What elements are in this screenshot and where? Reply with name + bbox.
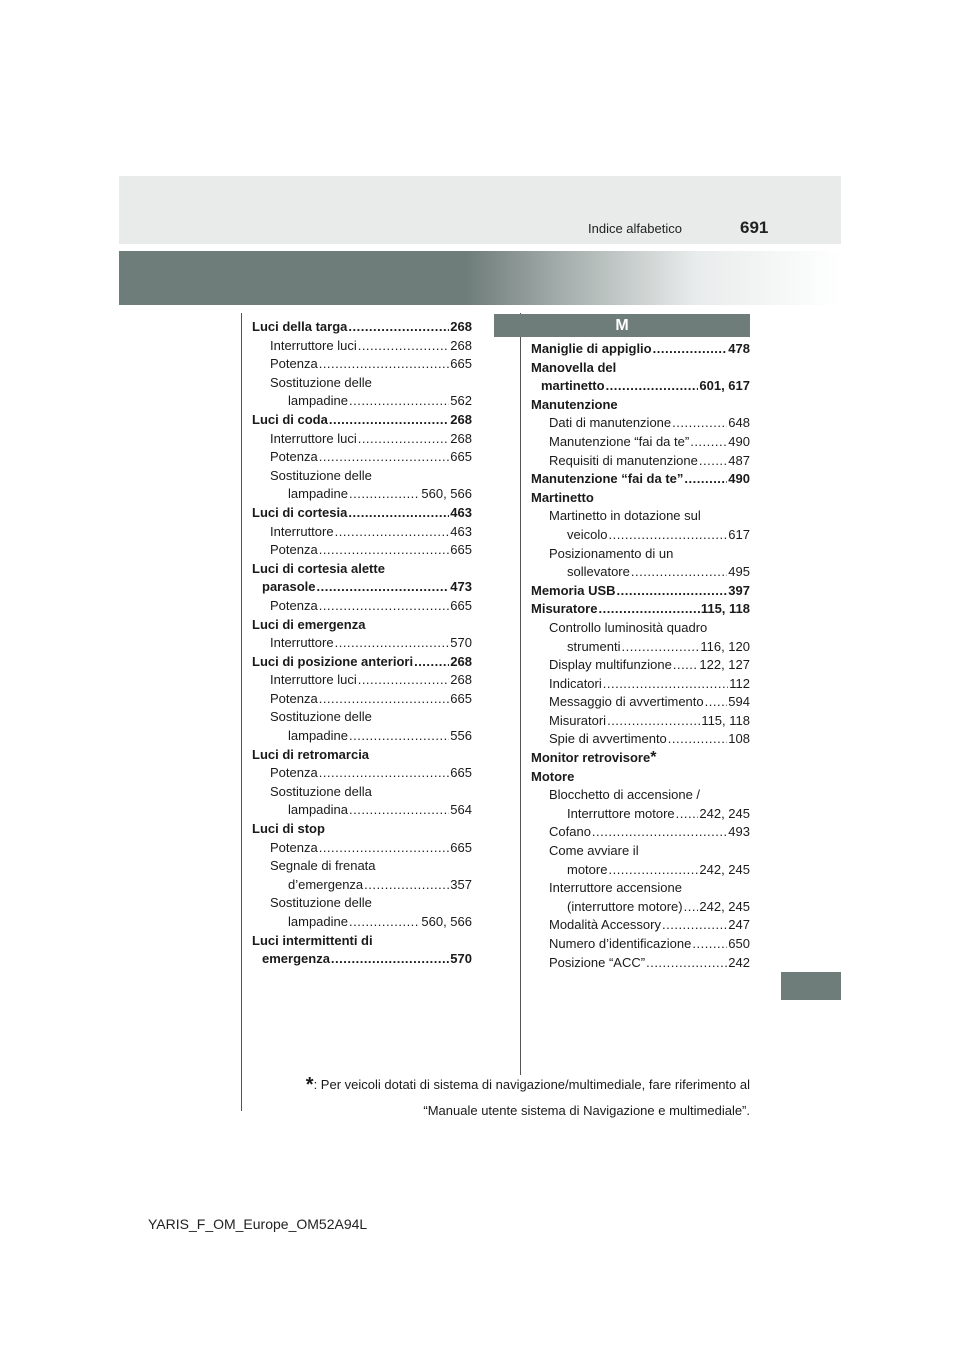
index-entry-term: sollevatore	[567, 564, 630, 580]
dot-leader	[335, 634, 450, 653]
index-entry	[531, 749, 750, 768]
index-entry-page: 268	[450, 672, 472, 688]
dot-leader	[662, 916, 727, 935]
index-entry-term: Potenza	[270, 356, 318, 372]
index-entry	[252, 523, 472, 542]
index-entry-term: Potenza	[270, 690, 318, 706]
dot-leader	[684, 898, 699, 917]
index-entry-page: 665	[450, 690, 472, 706]
index-entry	[531, 433, 750, 452]
dot-leader	[319, 597, 450, 616]
index-entry-page: 560, 566	[421, 914, 472, 929]
index-entry-term: Interruttore luci	[270, 430, 357, 446]
index-entry-page: 665	[450, 839, 472, 855]
index-entry-page: 357	[450, 876, 472, 892]
index-entry	[531, 823, 750, 842]
index-entry	[252, 578, 472, 597]
index-entry-term: Manutenzione “fai da te”	[531, 471, 684, 487]
index-entry	[531, 693, 750, 712]
dot-leader	[690, 433, 727, 452]
index-entry	[252, 764, 472, 783]
dot-leader	[668, 730, 728, 749]
index-entry	[531, 563, 750, 582]
dot-leader	[331, 950, 449, 969]
index-entry	[252, 857, 472, 876]
index-entry	[252, 876, 472, 895]
index-entry	[531, 600, 750, 619]
index-entry-term: Interruttore motore	[567, 805, 675, 821]
index-entry-term: parasole	[262, 579, 316, 595]
index-entry	[531, 656, 750, 675]
index-entry-page: 490	[728, 471, 750, 487]
index-entry-term: strumenti	[567, 638, 621, 654]
index-entry-page: 650	[728, 936, 750, 951]
index-entry-term: Misuratori	[549, 712, 607, 728]
dot-leader	[319, 355, 450, 374]
dot-leader	[358, 671, 450, 690]
index-entry-term: Sostituzione delle	[270, 895, 372, 911]
index-entry-page: 665	[450, 597, 472, 613]
index-entry-term: Luci di posizione anteriori	[252, 653, 414, 669]
footnote-line-2: “Manuale utente sistema di Navigazione e multimediale”.	[423, 1103, 750, 1118]
index-entry-page: 562	[450, 393, 472, 409]
section-title: Indice alfabetico	[588, 221, 682, 236]
index-entry	[252, 318, 472, 337]
index-entry-term: Potenza	[270, 542, 318, 558]
index-entry-term: Controllo luminosità quadro	[549, 619, 708, 635]
dot-leader	[316, 578, 449, 597]
index-entry	[252, 783, 472, 802]
index-entry	[531, 842, 750, 861]
dot-leader	[617, 582, 728, 601]
dot-leader	[329, 411, 449, 430]
index-entry-term: Luci di cortesia	[252, 504, 348, 520]
index-entry-term: Luci intermittenti di	[252, 932, 373, 948]
dot-leader	[358, 430, 450, 449]
index-entry-term: motore	[567, 861, 608, 877]
index-entry-page: 556	[450, 728, 472, 744]
index-entry	[531, 935, 750, 954]
dot-leader	[598, 600, 699, 619]
index-entry-term: veicolo	[567, 526, 608, 542]
index-entry-page: 268	[450, 653, 472, 669]
index-entry	[252, 950, 472, 969]
index-entry	[252, 430, 472, 449]
index-entry-term: Messaggio di avvertimento	[549, 694, 704, 710]
chapter-side-tab	[781, 972, 841, 1000]
index-entry	[252, 337, 472, 356]
dot-leader	[673, 656, 699, 675]
index-entry-page: 268	[450, 319, 472, 334]
index-entry	[531, 786, 750, 805]
index-entry-page: 115, 118	[700, 601, 750, 617]
index-entry	[531, 712, 750, 731]
index-entry-page: 473	[450, 579, 472, 595]
index-entry	[531, 470, 750, 489]
dot-leader	[349, 913, 420, 932]
index-entry	[531, 861, 750, 880]
index-entry	[252, 894, 472, 913]
index-entry-term: Potenza	[270, 449, 318, 465]
footnote-marker: *	[305, 1074, 314, 1096]
index-entry-term: Manutenzione “fai da te”	[549, 433, 690, 449]
index-entry	[531, 619, 750, 638]
index-entry-page: 463	[450, 523, 472, 539]
index-entry-term: Blocchetto di accensione /	[549, 787, 701, 803]
index-entry-term: Interruttore	[270, 635, 334, 651]
index-entry-page: 478	[728, 341, 750, 356]
index-entry-term: Posizione “ACC”	[549, 954, 646, 970]
index-entry-term: Potenza	[270, 839, 318, 855]
index-entry-page: 487	[728, 452, 750, 468]
index-entry-page: 268	[450, 430, 472, 446]
index-entry-term: Interruttore	[270, 523, 334, 539]
dot-leader	[414, 653, 449, 672]
index-entry-page: 617	[728, 526, 750, 542]
dot-leader	[692, 935, 727, 954]
dot-leader	[676, 805, 699, 824]
index-entry	[252, 820, 472, 839]
index-entry-term: Manutenzione	[531, 396, 618, 412]
index-entry-term: Interruttore luci	[270, 672, 357, 688]
index-entry	[531, 768, 750, 787]
index-entry-page: 242	[728, 954, 750, 970]
index-entry-page: 665	[450, 765, 472, 781]
index-entry-page: 648	[728, 415, 750, 431]
index-entry-term: Modalità Accessory	[549, 917, 661, 933]
index-entry-page: 115, 118	[701, 712, 750, 728]
index-column-left	[252, 318, 472, 969]
index-entry-page: 665	[450, 542, 472, 558]
index-entry-term: Cofano	[549, 824, 591, 840]
index-entry-term: Martinetto in dotazione sul	[549, 508, 701, 524]
index-entry-page: 242, 245	[699, 861, 750, 877]
index-entry	[252, 913, 472, 932]
index-entry-term: d’emergenza	[288, 876, 364, 892]
dot-leader	[684, 470, 727, 489]
index-entry-page: 665	[450, 449, 472, 465]
index-entry	[252, 839, 472, 858]
index-entry	[531, 730, 750, 749]
index-entry-term: Display multifunzione	[549, 657, 672, 673]
dot-leader	[631, 563, 727, 582]
dot-leader	[335, 523, 450, 542]
index-entry	[531, 507, 750, 526]
index-entry-term: Luci di emergenza	[252, 616, 366, 632]
index-entry-term: Requisiti di manutenzione	[549, 452, 698, 468]
dot-leader	[319, 690, 450, 709]
index-entry-term: Segnale di frenata	[270, 858, 376, 874]
index-entry-page: 493	[728, 824, 750, 840]
index-entry-term: Luci di retromarcia	[252, 746, 370, 762]
index-entry-page: 108	[728, 731, 750, 747]
index-entry	[252, 690, 472, 709]
index-entry	[531, 359, 750, 378]
index-entry-term: Motore	[531, 768, 575, 784]
index-entry-term: Sostituzione delle	[270, 374, 372, 390]
footnote-reference-marker: *	[650, 749, 657, 767]
index-entry	[252, 541, 472, 560]
dot-leader	[319, 541, 450, 560]
index-entry	[531, 916, 750, 935]
dot-leader	[606, 377, 699, 396]
index-entry-term: Luci di stop	[252, 821, 325, 837]
document-code: YARIS_F_OM_Europe_OM52A94L	[148, 1216, 368, 1232]
dot-leader	[672, 414, 727, 433]
index-entry-term: Numero d’identificazione	[549, 936, 692, 951]
index-entry-page: 242, 245	[699, 898, 750, 914]
footnote-line-1: : Per veicoli dotati di sistema di navigazione/multimediale, fare riferimento al	[313, 1077, 750, 1092]
index-entry-page: 268	[450, 337, 472, 353]
index-entry-page: 665	[450, 356, 472, 372]
dot-leader	[349, 485, 420, 504]
index-entry-page: 495	[728, 564, 750, 580]
index-entry-term: Dati di manutenzione	[549, 415, 672, 431]
index-entry-page: 560, 566	[421, 486, 472, 502]
index-entry	[252, 634, 472, 653]
index-entry	[252, 727, 472, 746]
index-entry-term: Luci della targa	[252, 319, 348, 334]
index-entry-term: lampadine	[288, 486, 348, 502]
index-entry	[531, 396, 750, 415]
index-entry-page: 564	[450, 802, 472, 818]
index-entry	[531, 879, 750, 898]
index-entry-term: Martinetto	[531, 489, 594, 505]
index-entry-term: Sostituzione delle	[270, 467, 372, 483]
index-entry	[252, 801, 472, 820]
index-entry	[252, 597, 472, 616]
index-entry-term: Monitor retrovisore	[531, 750, 651, 766]
dot-leader	[349, 801, 449, 820]
index-entry-page: 490	[728, 433, 750, 449]
index-entry	[252, 467, 472, 486]
index-entry	[252, 671, 472, 690]
index-entry-term: Potenza	[270, 597, 318, 613]
dot-leader	[319, 764, 450, 783]
dot-leader	[319, 448, 450, 467]
index-entry-term: Potenza	[270, 765, 318, 781]
index-entry	[252, 932, 472, 951]
index-entry	[531, 582, 750, 601]
index-entry	[531, 377, 750, 396]
index-entry	[252, 708, 472, 727]
dot-leader	[358, 337, 450, 356]
index-entry-term: Luci di coda	[252, 411, 328, 427]
index-entry	[531, 545, 750, 564]
index-entry	[252, 355, 472, 374]
index-entry-term: Manovella del	[531, 359, 617, 375]
index-entry-page: 122, 127	[699, 657, 750, 673]
page-number: 691	[740, 218, 769, 237]
index-entry-term: lampadine	[288, 728, 348, 744]
index-entry-term: Maniglie di appiglio	[531, 341, 652, 356]
index-entry-term: lampadina	[288, 802, 348, 818]
index-entry	[531, 954, 750, 973]
dot-leader	[319, 839, 450, 858]
index-entry	[252, 448, 472, 467]
index-entry-page: 112	[729, 675, 750, 691]
index-entry-page: 570	[450, 635, 472, 651]
index-entry	[531, 638, 750, 657]
index-entry-term: (interruttore motore)	[567, 898, 683, 914]
index-entry-term: emergenza	[262, 951, 330, 967]
index-entry	[252, 411, 472, 430]
dot-leader	[608, 861, 698, 880]
dot-leader	[349, 727, 449, 746]
dot-leader	[607, 712, 700, 731]
index-entry-term: lampadine	[288, 393, 348, 409]
index-entry-page: 242, 245	[699, 805, 750, 821]
index-column-right	[531, 340, 750, 972]
dot-leader	[349, 392, 449, 411]
dot-leader	[705, 693, 728, 712]
dot-leader	[348, 318, 449, 337]
index-entry-term: Posizionamento di un	[549, 545, 674, 561]
index-entry-page: 601, 617	[699, 378, 750, 394]
index-entry-term: Luci di cortesia alette	[252, 560, 385, 576]
index-entry-term: Interruttore luci	[270, 337, 357, 353]
footnote	[240, 1072, 750, 1124]
index-entry-page: 397	[728, 582, 750, 598]
dot-leader	[621, 638, 699, 657]
index-entry	[252, 392, 472, 411]
index-entry-term: Interruttore accensione	[549, 880, 682, 896]
index-entry-page: 268	[450, 411, 472, 427]
index-entry	[252, 616, 472, 635]
index-entry-page: 247	[728, 917, 750, 933]
column-rule-left	[241, 313, 242, 1111]
index-entry-page: 116, 120	[700, 638, 750, 654]
index-entry	[252, 560, 472, 579]
index-entry-term: martinetto	[541, 378, 605, 394]
dot-leader	[608, 526, 727, 545]
index-entry	[531, 452, 750, 471]
header-band	[119, 176, 841, 244]
dot-leader	[646, 954, 727, 973]
index-entry	[531, 414, 750, 433]
index-entry-term: lampadine	[288, 914, 348, 929]
index-entry	[531, 340, 750, 359]
index-entry	[252, 485, 472, 504]
index-entry	[252, 653, 472, 672]
dot-leader	[364, 876, 449, 895]
index-entry	[531, 489, 750, 508]
index-entry	[252, 374, 472, 393]
index-entry	[252, 504, 472, 523]
index-entry-page: 463	[450, 504, 472, 520]
dot-leader	[603, 675, 729, 694]
chapter-band	[119, 251, 841, 305]
index-entry-term: Misuratore	[531, 601, 598, 617]
index-entry-term: Sostituzione della	[270, 783, 372, 799]
index-entry	[531, 898, 750, 917]
dot-leader	[348, 504, 449, 523]
index-entry-term: Memoria USB	[531, 582, 616, 598]
index-entry	[252, 746, 472, 765]
index-entry-page: 570	[450, 951, 472, 967]
dot-leader	[699, 452, 727, 471]
index-entry-term: Spie di avvertimento	[549, 731, 667, 747]
index-entry	[531, 526, 750, 545]
index-entry-page: 594	[728, 694, 750, 710]
index-entry-term: Come avviare il	[549, 843, 639, 859]
column-rule-middle	[520, 313, 521, 1075]
dot-leader	[653, 340, 728, 359]
index-entry	[531, 805, 750, 824]
section-letter-header: M	[494, 314, 750, 337]
dot-leader	[592, 823, 727, 842]
index-entry-term: Sostituzione delle	[270, 709, 372, 725]
index-entry-term: Indicatori	[549, 675, 602, 691]
index-entry	[531, 675, 750, 694]
